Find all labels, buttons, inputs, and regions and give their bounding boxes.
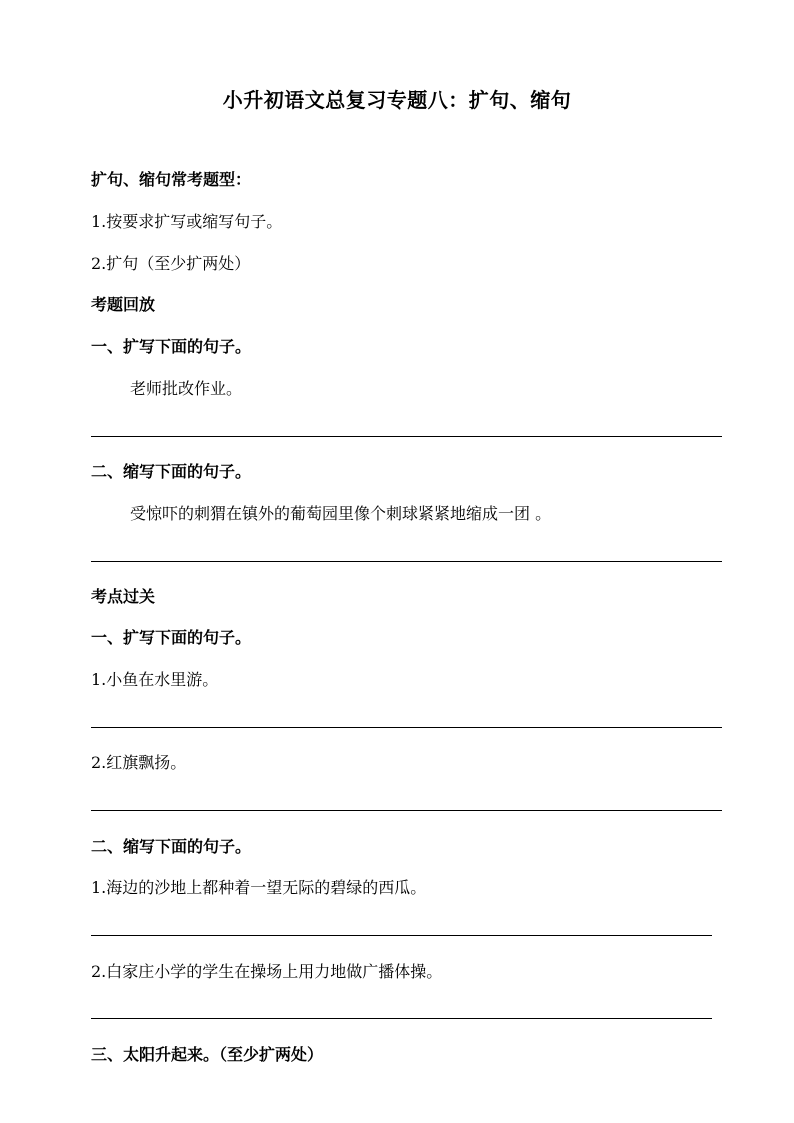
review-question-1-heading: 一、扩写下面的句子。: [91, 337, 252, 356]
answer-line-review-1[interactable]: [91, 436, 722, 437]
practice-section-2-item-1: 1.海边的沙地上都种着一望无际的碧绿的西瓜。: [91, 878, 427, 897]
intro-item-2: 2.扩句（至少扩两处）: [91, 254, 251, 273]
review-heading: 考题回放: [91, 295, 156, 314]
answer-line-practice-2-2[interactable]: [91, 1018, 712, 1019]
practice-section-2-heading: 二、缩写下面的句子。: [91, 837, 252, 856]
practice-section-3-heading: 三、太阳升起来。（至少扩两处）: [91, 1045, 324, 1064]
practice-section-1-item-2: 2.红旗飘扬。: [91, 753, 187, 772]
practice-section-2-item-2: 2.白家庄小学的学生在操场上用力地做广播体操。: [91, 962, 443, 981]
review-question-1-sentence: 老师批改作业。: [130, 379, 243, 398]
intro-heading: 扩句、缩句常考题型：: [91, 170, 252, 189]
review-question-2-heading: 二、缩写下面的句子。: [91, 462, 252, 481]
answer-line-practice-2-1[interactable]: [91, 935, 712, 936]
answer-line-practice-1-2[interactable]: [91, 810, 722, 811]
intro-item-1: 1.按要求扩写或缩写句子。: [91, 212, 283, 231]
practice-section-1-item-1: 1.小鱼在水里游。: [91, 670, 219, 689]
answer-line-practice-1-1[interactable]: [91, 727, 722, 728]
review-question-2-sentence: 受惊吓的刺猬在镇外的葡萄园里像个刺球紧紧地缩成一团 。: [130, 504, 552, 523]
answer-line-review-2[interactable]: [91, 561, 722, 562]
practice-section-1-heading: 一、扩写下面的句子。: [91, 628, 252, 647]
page-title: 小升初语文总复习专题八：扩句、缩句: [222, 88, 572, 112]
practice-heading: 考点过关: [91, 587, 156, 606]
